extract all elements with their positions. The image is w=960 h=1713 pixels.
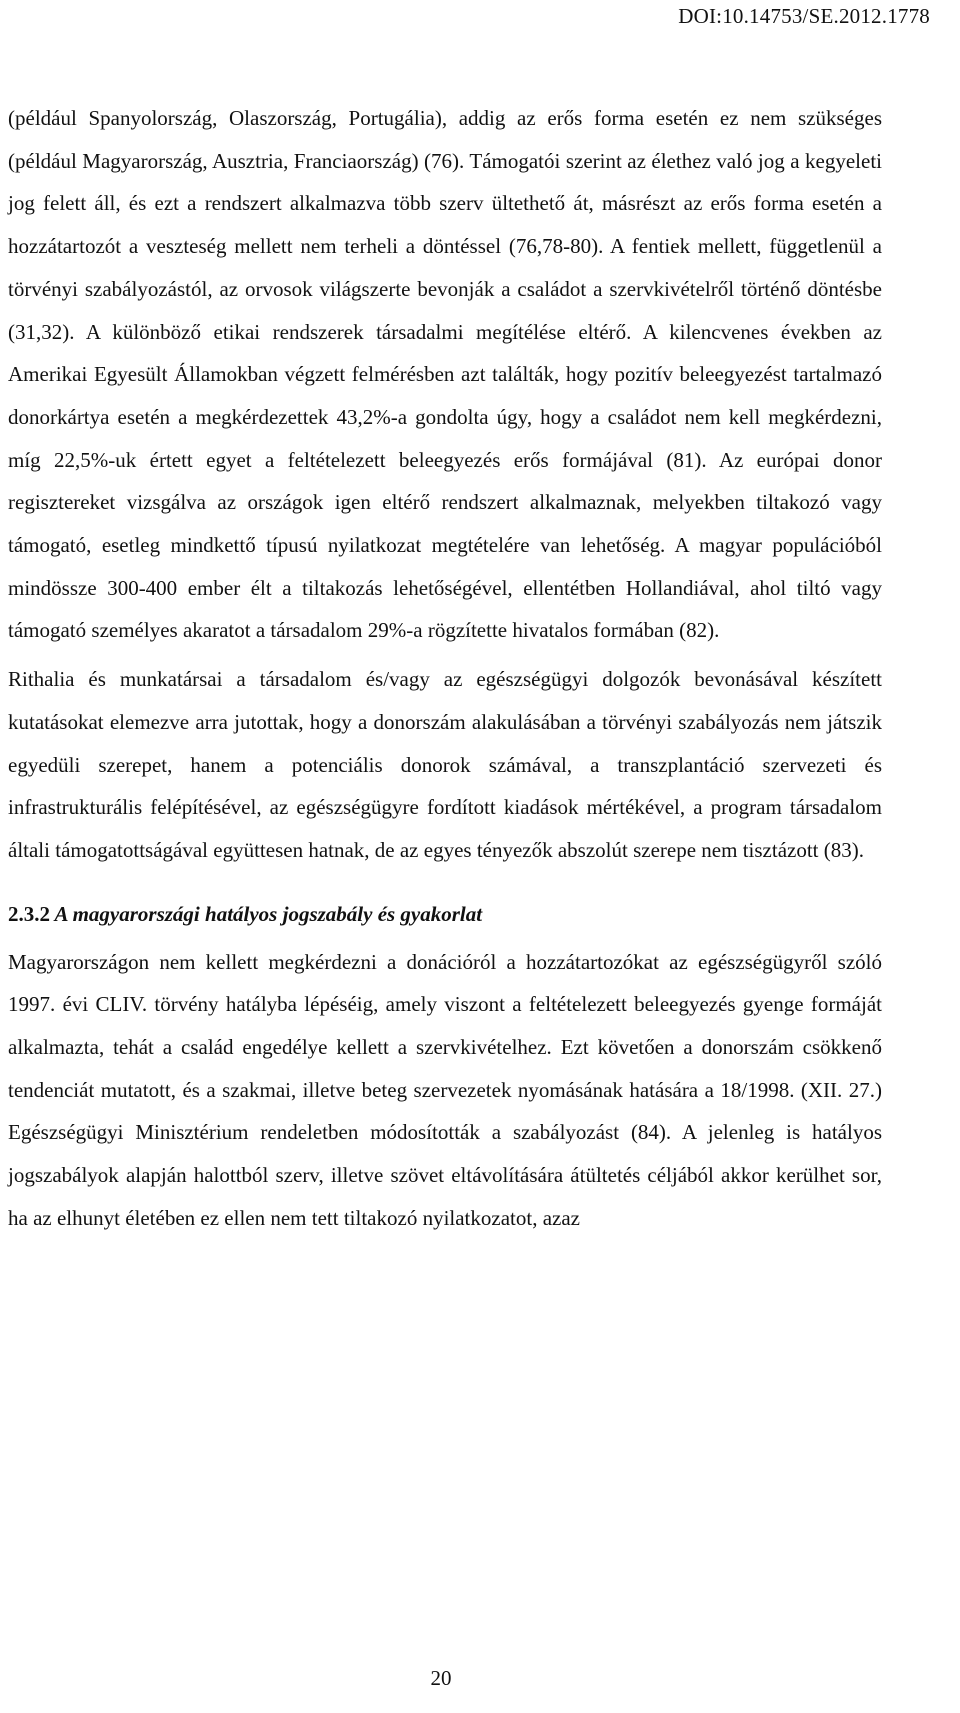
section-title: A magyarországi hatályos jogszabály és gyakorlat (54, 901, 483, 926)
body-paragraph-1: (például Spanyolország, Olaszország, Portugália), addig az erős forma esetén ez nem szükséges (például Magyarország, Ausztria, Franciaország) (76). Támogatói szerint az élethez való jog a kegyeleti jog felett áll, és ezt a rendszert alkalmazva több szerv ültethető át, másrészt az erős forma esetén a hozzátartozót a veszteség mellett nem terheli a döntéssel (76,78-80). A fentiek mellett, függetlenül a törvényi szabályozástól, az orvosok világszerte bevonják a családot a szervkivételről történő döntésbe (31,32). A különböző etikai rendszerek társadalmi megítélése eltérő. A kilencvenes években az Amerikai Egyesült Államokban végzett felmérésben azt találták, hogy pozitív beleegyezést tartalmazó donorkártya esetén a megkérdezettek 43,2%-a gondolta úgy, hogy a családot nem kell megkérdezni, míg 22,5%-uk értett egyet a feltételezett beleegyezés erős formájával (81). Az európai donor regisztereket vizsgálva az országok igen eltérő rendszert alkalmaznak, melyekben tiltakozó vagy támogató, esetleg mindkettő típusú nyilatkozat megtételére van lehetőség. A magyar populációból mindössze 300-400 ember élt a tiltakozás lehetőségével, ellentétben Hollandiával, ahol tiltó vagy támogató személyes akaratot a társadalom 29%-a rögzítette hivatalos formában (82). (8, 106, 882, 643)
section-number: 2.3.2 (8, 901, 50, 926)
section-paragraph: Magyarországon nem kellett megkérdezni a donációról a hozzátartozókat az egészségügyről szóló 1997. évi CLIV. törvény hatályba lépéséig, amely viszont a feltételezett beleegyezés gyenge formáját alkalmazta, tehát a család engedélye kellett a szervkivételhez. Ezt követően a donorszám csökkenő tendenciát mutatott, és a szakmai, illetve beteg szervezetek nyomásának hatására a 18/1998. (XII. 27.) Egészségügyi Minisztérium rendeletben módosították a szabályozást (84). A jelenleg is hatályos jogszabályok alapján halottból szerv, illetve szövet eltávolítására átültetés céljából akkor kerülhet sor, ha az elhunyt életében ez ellen nem tett tiltakozó nyilatkozatot, azaz (8, 949, 882, 1230)
section-heading (8, 893, 882, 935)
doi-header: DOI:10.14753/SE.2012.1778 (678, 4, 930, 28)
page-number: 20 (430, 1666, 452, 1690)
document-body (8, 97, 882, 1240)
body-paragraph-2: Rithalia és munkatársai a társadalom és/vagy az egészségügyi dolgozók bevonásával készített kutatásokat elemezve arra jutottak, hogy a donorszám alakulásában a törvényi szabályozás nem játszik egyedüli szerepet, hanem a potenciális donorok számával, a transzplantáció szervezeti és infrastrukturális felépítésével, az egészségügyre fordított kiadások mértékével, a program társadalom általi támogatottságával együttesen hatnak, de az egyes tényezők abszolút szerepe nem tisztázott (83). (8, 667, 882, 862)
